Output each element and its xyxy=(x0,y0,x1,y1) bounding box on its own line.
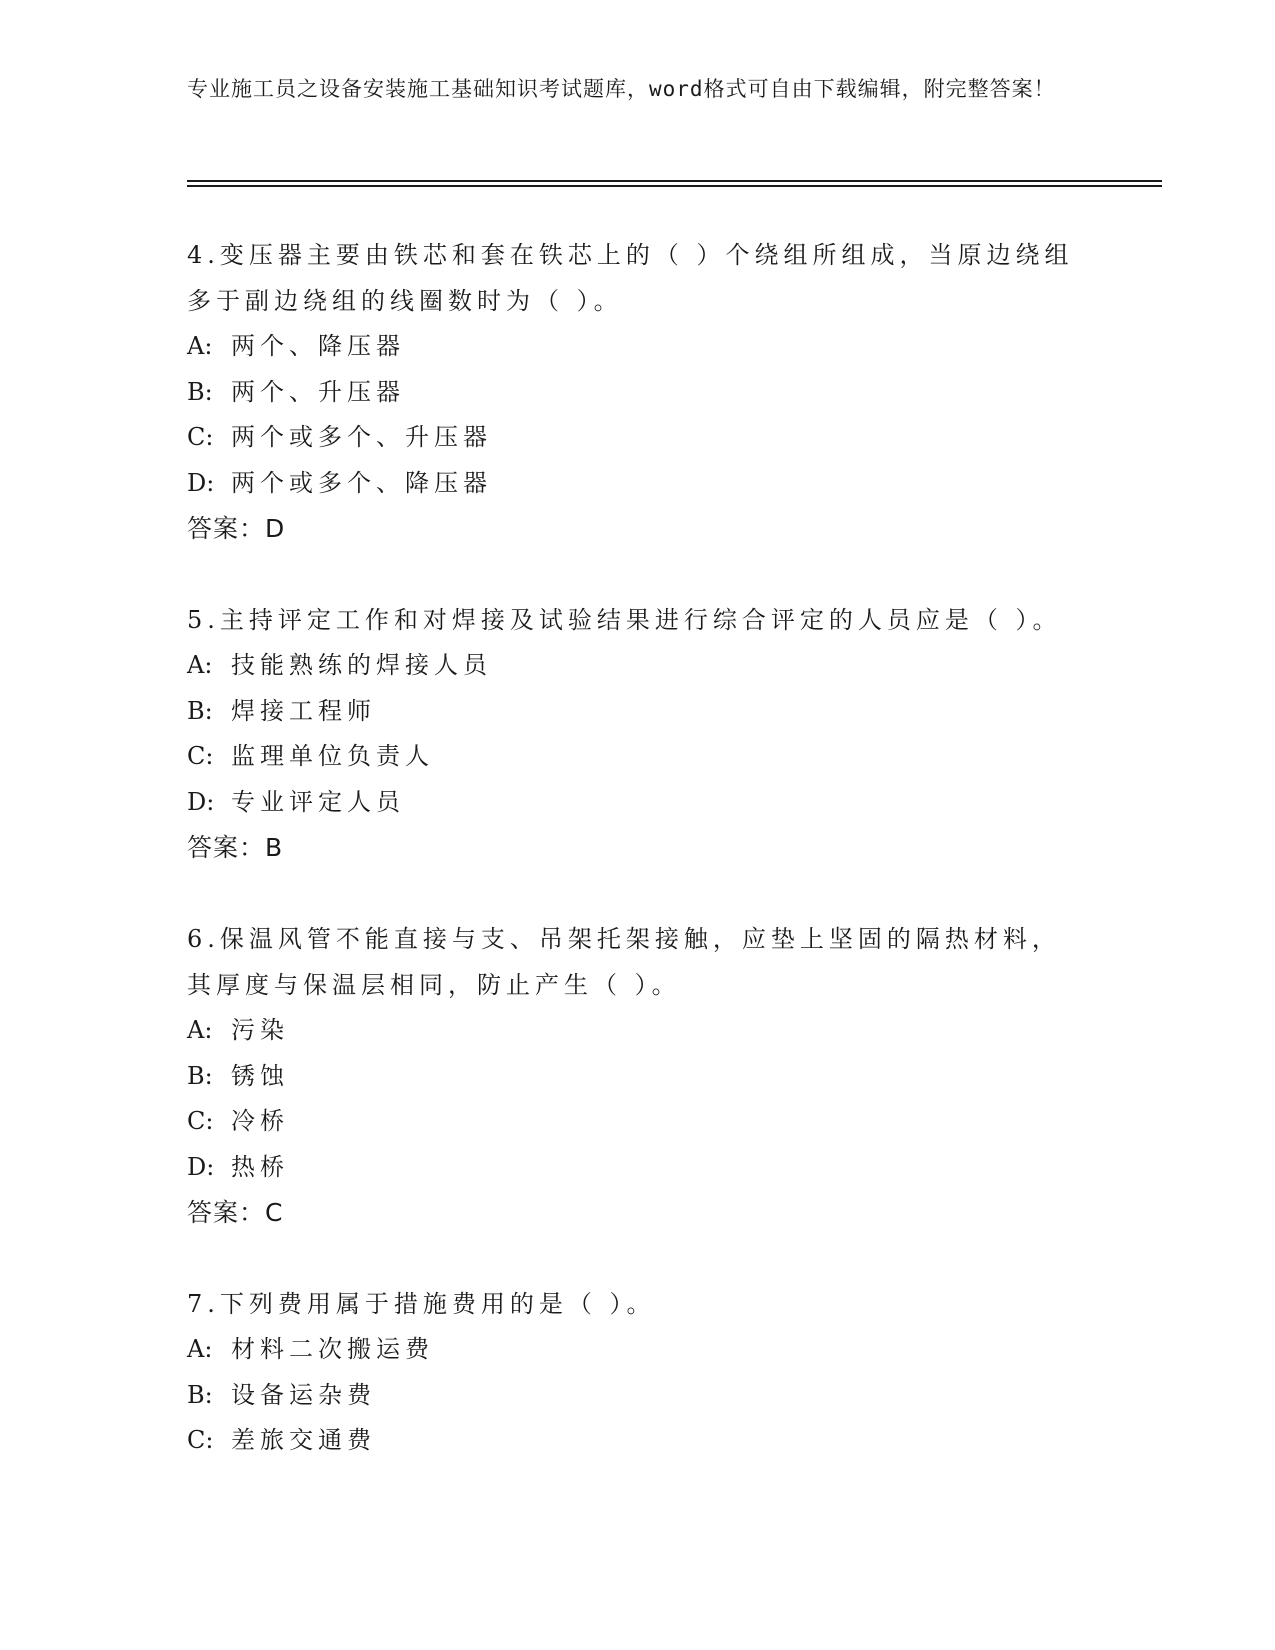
option-b xyxy=(187,1054,1087,1100)
question-stem: 6.保温风管不能直接与支、吊架托架接触，应垫上坚固的隔热材料，其厚度与保温层相同，防止产生（ ）。 xyxy=(187,925,1061,999)
option-key: D: xyxy=(187,468,215,497)
option-c xyxy=(187,1099,1087,1145)
question-5 xyxy=(187,597,1087,871)
option-text: 污染 xyxy=(231,1016,289,1044)
option-text: 技能熟练的焊接人员 xyxy=(231,651,492,679)
option-text: 两个或多个、升压器 xyxy=(231,423,492,451)
option-text: 两个、升压器 xyxy=(231,377,405,406)
option-text: 设备运杂费 xyxy=(231,1380,376,1409)
option-a xyxy=(187,324,1087,370)
option-key: A: xyxy=(187,1335,213,1363)
option-key: A: xyxy=(187,651,213,679)
option-key: C: xyxy=(187,423,214,451)
question-7 xyxy=(187,1281,1087,1464)
option-a xyxy=(187,1008,1087,1054)
option-b xyxy=(187,689,1087,735)
option-a xyxy=(187,1327,1087,1373)
option-key: B: xyxy=(187,1380,213,1409)
answer-label: 答案：D xyxy=(187,514,286,543)
option-text: 两个、降压器 xyxy=(231,332,405,360)
option-text: 专业评定人员 xyxy=(231,787,405,816)
option-text: 两个或多个、降压器 xyxy=(231,468,492,497)
option-key: B: xyxy=(187,1061,213,1090)
option-c xyxy=(187,734,1087,780)
option-key: A: xyxy=(187,1016,213,1044)
option-c xyxy=(187,1418,1087,1464)
option-text: 锈蚀 xyxy=(231,1061,289,1090)
option-c xyxy=(187,415,1087,461)
header-divider-top xyxy=(187,180,1162,182)
header-divider-bottom xyxy=(187,185,1162,187)
option-key: B: xyxy=(187,377,213,406)
option-text: 冷桥 xyxy=(231,1107,289,1135)
question-stem: 7.下列费用属于措施费用的是（ ）。 xyxy=(187,1290,656,1318)
option-key: B: xyxy=(187,696,213,725)
option-b xyxy=(187,370,1087,416)
option-text: 差旅交通费 xyxy=(231,1426,376,1454)
option-d xyxy=(187,1145,1087,1191)
question-6 xyxy=(187,916,1087,1236)
option-key: D: xyxy=(187,787,215,816)
option-text: 热桥 xyxy=(231,1152,289,1181)
option-key: D: xyxy=(187,1152,215,1181)
option-d xyxy=(187,780,1087,826)
document-header: 专业施工员之设备安装施工基础知识考试题库，word格式可自由下载编辑，附完整答案！ xyxy=(187,77,1056,101)
answer-label: 答案：B xyxy=(187,833,284,862)
option-text: 焊接工程师 xyxy=(231,696,376,725)
question-stem: 5.主持评定工作和对焊接及试验结果进行综合评定的人员应是（ ）。 xyxy=(187,606,1062,634)
question-list xyxy=(187,232,1087,1509)
option-b xyxy=(187,1373,1087,1419)
option-key: C: xyxy=(187,1107,214,1135)
option-text: 材料二次搬运费 xyxy=(231,1335,434,1363)
question-4 xyxy=(187,232,1087,552)
option-key: C: xyxy=(187,742,214,770)
option-a xyxy=(187,643,1087,689)
option-key: A: xyxy=(187,332,213,360)
option-d xyxy=(187,461,1087,507)
answer-label: 答案：C xyxy=(187,1198,284,1227)
question-stem: 4.变压器主要由铁芯和套在铁芯上的（ ）个绕组所组成，当原边绕组多于副边绕组的线圈数时为（ ）。 xyxy=(187,241,1074,315)
option-text: 监理单位负责人 xyxy=(231,742,434,770)
option-key: C: xyxy=(187,1426,214,1454)
